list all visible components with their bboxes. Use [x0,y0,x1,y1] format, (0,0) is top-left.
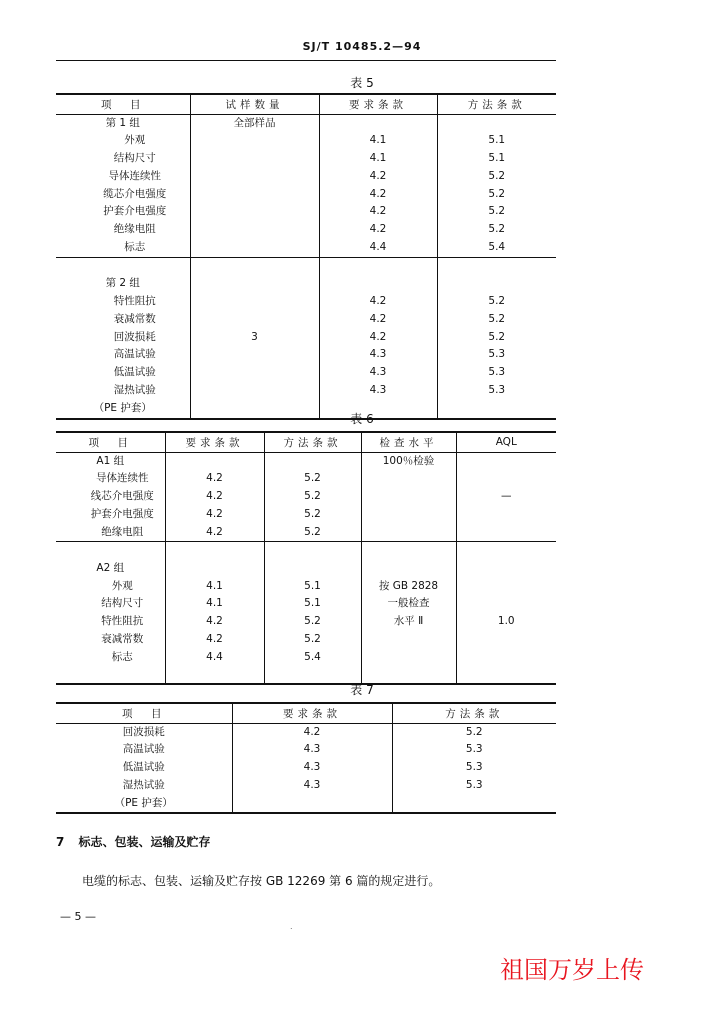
page-number: — 5 — [60,910,96,923]
table5-pe-note: （PE 护套） [56,400,190,419]
section-number: 7 [56,835,65,849]
table-row: 结构尺寸 4.1 5.1 [56,150,556,168]
table-row: 绝缘电阻 4.2 5.2 [56,221,556,239]
table-row: 护套介电强度 4.2 5.2 [56,203,556,221]
table-row: 外观 4.1 5.1 [56,132,556,150]
table-row: 线芯介电强度 4.2 5.2 — [56,488,556,506]
table-row: 低温试验 4.3 5.3 [56,364,556,382]
table5-group1-sample: 全部样品 [190,114,319,132]
table6-a1-aql: — [501,490,512,503]
table-row: 结构尺寸 4.1 5.1 一般检查 [56,595,556,613]
table5-group2-sample: 3 [190,257,319,418]
table-row: 缆芯介电强度 4.2 5.2 [56,186,556,204]
table-row: 高温试验 4.3 5.3 [56,741,556,759]
section-7-paragraph: 电缆的标志、包装、运输及贮存按 GB 12269 第 6 篇的规定进行。 [82,874,441,888]
table6-a2-label: A2 组 [56,560,165,578]
table6-header-level: 检查水平 [361,432,456,452]
header-rule [56,60,556,61]
table5-header-sample: 试样数量 [190,94,319,114]
table-row: 回波损耗 4.2 5.2 [56,329,556,347]
section-title: 标志、包装、运输及贮存 [78,835,211,849]
table-row: 标志 4.4 5.4 [56,649,556,667]
table5-header-method: 方法条款 [437,94,556,114]
table-row: 低温试验 4.3 5.3 [56,759,556,777]
table6-a2-aql: 1.0 [497,615,515,628]
stray-mark: . [290,922,293,931]
table7-pe-note: （PE 护套） [56,795,232,814]
table5-header-req: 要求条款 [319,94,437,114]
table-row: 绝缘电阻 4.2 5.2 [56,524,556,542]
upload-watermark: 祖国万岁上传 [500,956,644,984]
table7-header-req: 要求条款 [232,703,392,723]
table6-caption: 表 6 [350,412,374,426]
table5 [56,93,556,420]
table6-header-method: 方法条款 [264,432,361,452]
standard-code: SJ/T 10485.2—94 [302,40,422,53]
table6-header-item: 项 目 [56,432,165,452]
table6-a2-level-line1: 按 GB 2828 [361,578,456,596]
table6-a2-level-line2: 一般检查 [361,595,456,613]
table7-caption: 表 7 [350,683,374,697]
table-row: 高温试验 4.3 5.3 [56,346,556,364]
table7 [56,702,556,814]
table-row: 护套介电强度 4.2 5.2 [56,506,556,524]
table5-group2-label: 第 2 组 [56,275,190,293]
table-row: 特性阻抗 4.2 5.2 水平 Ⅱ 1.0 [56,613,556,631]
table-row: 湿热试验 4.3 5.3 [56,382,556,400]
table5-header-item: 项 目 [56,94,190,114]
table7-header-method: 方法条款 [392,703,556,723]
table-row: 回波损耗 4.2 5.2 [56,723,556,741]
table6-a1-label: A1 组 [56,452,165,470]
table6 [56,431,556,685]
table-row: 导体连续性 4.2 5.2 [56,168,556,186]
table-row: 标志 4.4 5.4 [56,239,556,257]
table-row: 特性阻抗 4.2 5.2 [56,293,556,311]
table7-header-item: 项 目 [56,703,232,723]
table-row: 湿热试验 4.3 5.3 [56,777,556,795]
table-row: 导体连续性 4.2 5.2 [56,470,556,488]
table-row: 外观 4.1 5.1 按 GB 2828 [56,578,556,596]
table6-header-aql: AQL [456,432,556,452]
table6-a2-level-line3: 水平 Ⅱ [361,613,456,631]
table5-caption: 表 5 [350,76,374,90]
section-7-heading [56,833,211,850]
table6-header-req: 要求条款 [165,432,264,452]
table6-a1-level: 100％检验 [361,452,456,470]
table-row: 衰减常数 4.2 5.2 [56,311,556,329]
table5-group1-label: 第 1 组 [56,114,190,132]
table-row: 衰减常数 4.2 5.2 [56,631,556,649]
